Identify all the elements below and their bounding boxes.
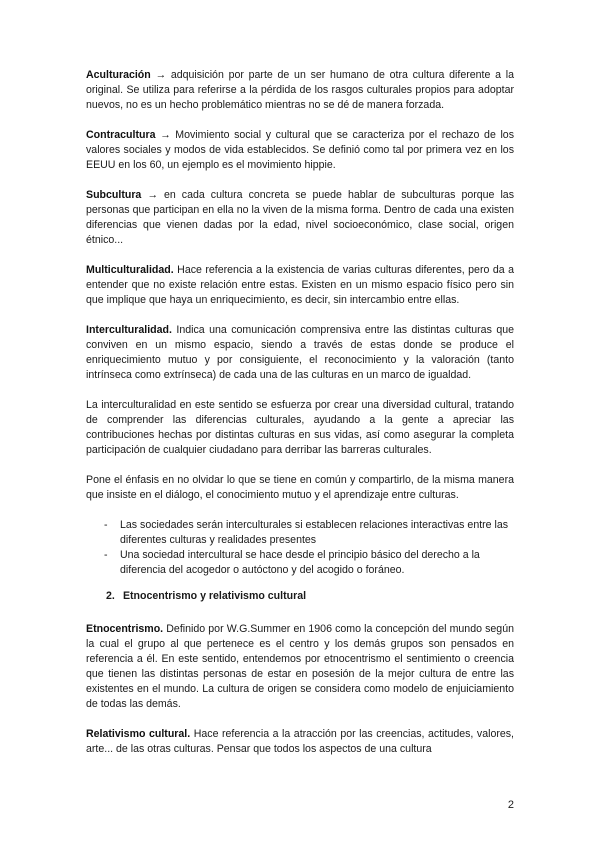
text-enfasis: Pone el énfasis en no olvidar lo que se tiene en común y compartirlo, de la misma manera que insiste en el diálogo, el conocimiento mutuo y el aprendizaje entre culturas. [86, 474, 514, 501]
list-item-text: Una sociedad intercultural se hace desde el principio básico del derecho a la diferencia del acogedor o autóctono y del acogido o foráneo. [120, 549, 480, 576]
text-etnocentrismo: Definido por W.G.Summer en 1906 como la concepción del mundo según la cual el grupo al que pertenece es el centro y los demás grupos son pensados en referencia a él. En este sentido, entendemos por etnocentrismo el sentimiento o creencia que tienen las distintas personas de estar en posesión de la mejor cultura de entre las existentes en el mundo. La cultura de origen se considera como modelo de enjuiciamiento de todas las demás. [86, 623, 514, 710]
term-multiculturalidad: Multiculturalidad. [86, 264, 174, 276]
term-subcultura: Subcultura [86, 189, 142, 201]
page-number: 2 [507, 799, 514, 811]
bullet-dash: - [104, 549, 108, 561]
term-contracultura: Contracultura [86, 129, 156, 141]
list-item-text: Las sociedades serán interculturales si establecen relaciones interactivas entre las diferentes culturas y realidades presentes [120, 519, 509, 546]
term-aculturacion: Aculturación [86, 69, 151, 81]
page-content [86, 68, 514, 772]
text-aculturacion: → adquisición por parte de un ser humano de otra cultura diferente a la original. Se utiliza para referirse a la pérdida de los rasgos culturales propios para adoptar nuevos, no es un hecho problemático mientras no se dé de manera forzada. [86, 69, 514, 111]
paragraph-relativismo [86, 727, 514, 757]
paragraph-etnocentrismo [86, 622, 514, 712]
term-etnocentrismo: Etnocentrismo. [86, 623, 164, 635]
paragraph-subcultura [86, 188, 514, 248]
text-interculturalidad: Indica una comunicación comprensiva entre las distintas culturas que conviven en un mismo espacio, siendo a través de estas donde se produce el enriquecimiento mutuo y por consiguiente, el reconocimiento y la valoración (tanto intrínseca como extrínseca) de cada una de las culturas en un marco de igualdad. [86, 324, 514, 381]
term-interculturalidad: Interculturalidad. [86, 324, 172, 336]
section-number: 2. [106, 590, 115, 602]
list-item [86, 548, 514, 578]
term-relativismo: Relativismo cultural. [86, 728, 191, 740]
paragraph-contracultura [86, 128, 514, 173]
paragraph-multiculturalidad [86, 263, 514, 308]
paragraph-interculturalidad [86, 323, 514, 383]
text-relativismo: Hace referencia a la atracción por las creencias, actitudes, valores, arte... de las otras culturas. Pensar que todos los aspectos de una cultura [86, 728, 514, 755]
list-item [86, 518, 514, 548]
text-subcultura: → en cada cultura concreta se puede hablar de subculturas porque las personas que participan en ella no la viven de la misma forma. Dentro de cada una existen diferencias que vienen dadas por la edad, nivel socioeconómico, clase social, origen étnico... [86, 189, 514, 246]
section-title: Etnocentrismo y relativismo cultural [122, 590, 307, 602]
section-heading [86, 589, 514, 604]
paragraph-interculturalidad-sentido [86, 398, 514, 458]
text-contracultura: → Movimiento social y cultural que se caracteriza por el rechazo de los valores sociales y modos de vida establecidos. Se definió como tal por primera vez en los EEUU en los 60, un ejemplo es el movimiento hippie. [86, 129, 514, 171]
bullet-dash: - [104, 519, 108, 531]
text-interculturalidad-sentido: La interculturalidad en este sentido se esfuerza por crear una diversidad cultural, tratando de comprender las diferencias culturales, ayudando a la gente a apreciar las contribuciones hechas por distintas culturas en sus vidas, así como asegurar la completa participación de cualquier ciudadano para derribar las barreras culturales. [86, 399, 514, 456]
paragraph-aculturacion [86, 68, 514, 113]
text-multiculturalidad: Hace referencia a la existencia de varias culturas diferentes, pero da a entender que no existe relación entre estas. Existen en un mismo espacio físico pero sin que implique que haya un enriquecimiento, es decir, sin intercambio entre ellas. [86, 264, 514, 306]
bullet-list [86, 518, 514, 578]
paragraph-enfasis [86, 473, 514, 503]
